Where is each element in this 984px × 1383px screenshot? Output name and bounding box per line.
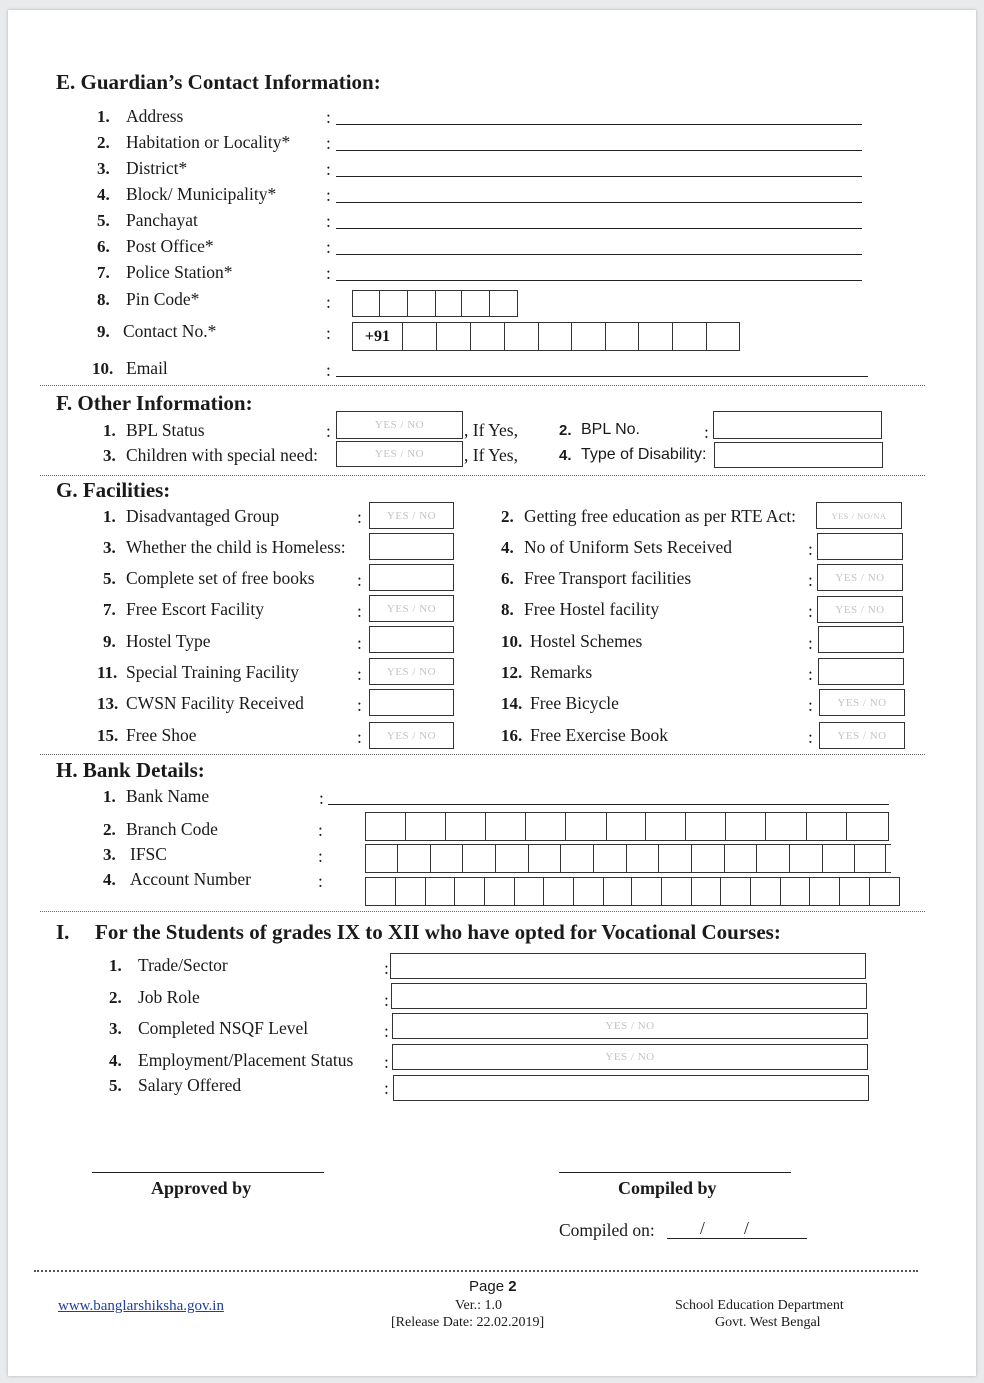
item-number: 8. <box>501 600 514 619</box>
section-i-letter: I. <box>56 920 70 944</box>
item-number: 15. <box>97 726 119 745</box>
rte-education-label: Getting free education as per RTE Act: <box>524 506 797 526</box>
date-separator: / <box>744 1218 749 1238</box>
item-number: 3. <box>109 1019 122 1038</box>
free-books-label: Complete set of free books <box>126 568 315 588</box>
section-e-heading: E. Guardian’s Contact Information: <box>56 70 381 94</box>
divider <box>40 754 925 755</box>
item-number: 2. <box>103 820 116 839</box>
colon: : <box>326 421 331 441</box>
job-role-box[interactable] <box>391 983 867 1009</box>
ifsc-label: IFSC <box>130 844 167 864</box>
item-number: 5. <box>103 569 116 588</box>
special-training-box[interactable]: YES / NO <box>369 658 454 685</box>
page-label: Page <box>469 1278 505 1295</box>
item-number: 3. <box>103 446 116 465</box>
homeless-box[interactable] <box>369 533 454 560</box>
section-i-heading: For the Students of grades IX to XII who have opted for Vocational Courses: <box>95 920 781 944</box>
colon: : <box>384 958 389 978</box>
bpl-status-label: BPL Status <box>126 420 205 440</box>
colon: : <box>326 211 331 231</box>
item-number: 3. <box>103 845 116 864</box>
government-name: Govt. West Bengal <box>715 1315 821 1330</box>
district-label: District* <box>126 158 188 178</box>
nsqf-level-box[interactable]: YES / NO <box>392 1013 868 1039</box>
uniform-sets-label: No of Uniform Sets Received <box>524 537 733 557</box>
colon: : <box>326 292 331 312</box>
section-f-heading: F. Other Information: <box>56 391 253 415</box>
police-station-field[interactable] <box>336 280 862 281</box>
item-number: 2. <box>501 507 514 526</box>
colon: : <box>808 664 813 684</box>
colon: : <box>384 1021 389 1041</box>
free-exercise-book-box[interactable]: YES / NO <box>819 722 905 749</box>
trade-sector-label: Trade/Sector <box>138 955 228 975</box>
item-number: 7. <box>103 600 116 619</box>
free-bicycle-label: Free Bicycle <box>530 693 619 713</box>
free-exercise-book-label: Free Exercise Book <box>530 725 669 745</box>
colon: : <box>808 601 813 621</box>
item-number: 13. <box>97 694 119 713</box>
free-books-box[interactable] <box>369 564 454 591</box>
colon: : <box>326 185 331 205</box>
colon: : <box>704 422 709 442</box>
free-hostel-label: Free Hostel facility <box>524 599 660 619</box>
divider <box>40 475 925 476</box>
contact-label: Contact No.* <box>123 321 217 341</box>
item-number: 6. <box>97 237 110 256</box>
police-station-label: Police Station* <box>126 262 233 282</box>
disadvantaged-group-label: Disadvantaged Group <box>126 506 280 526</box>
item-number: 1. <box>103 507 116 526</box>
colon: : <box>357 664 362 684</box>
colon: : <box>326 360 331 380</box>
colon: : <box>319 788 324 808</box>
page-number: 2 <box>508 1278 517 1295</box>
colon: : <box>357 507 362 527</box>
colon: : <box>318 846 323 866</box>
item-number: 4. <box>109 1051 122 1070</box>
phone-prefix: +91 <box>353 323 403 350</box>
item-number: 9. <box>103 632 116 651</box>
version-text: Ver.: 1.0 <box>455 1298 503 1313</box>
special-need-box[interactable]: YES / NO <box>336 441 463 467</box>
colon: : <box>357 633 362 653</box>
item-number: 4. <box>559 447 572 464</box>
free-escort-box[interactable]: YES / NO <box>369 595 454 622</box>
compiled-on-label: Compiled on: <box>559 1220 655 1240</box>
colon: : <box>357 570 362 590</box>
item-number: 1. <box>103 787 116 806</box>
compiled-on-date-field[interactable] <box>667 1238 807 1239</box>
colon: : <box>326 107 331 127</box>
remarks-box[interactable] <box>818 658 904 685</box>
colon: : <box>808 570 813 590</box>
item-number: 6. <box>501 569 514 588</box>
item-number: 2. <box>559 422 572 439</box>
compiled-by-label: Compiled by <box>618 1178 717 1198</box>
page-indicator <box>469 1278 517 1295</box>
colon: : <box>357 601 362 621</box>
item-number: 1. <box>109 956 122 975</box>
nsqf-level-label: Completed NSQF Level <box>138 1018 309 1038</box>
address-label: Address <box>126 106 184 126</box>
item-number: 4. <box>501 538 514 557</box>
item-number: 1. <box>97 107 110 126</box>
colon: : <box>357 727 362 747</box>
section-g-heading: G. Facilities: <box>56 478 171 502</box>
colon: : <box>808 539 813 559</box>
remarks-label: Remarks <box>530 662 593 682</box>
rte-education-box[interactable]: YES / NO/NA <box>816 502 902 529</box>
post-office-field[interactable] <box>336 254 862 255</box>
compiler-signature-line[interactable] <box>559 1172 791 1173</box>
salary-offered-box[interactable] <box>393 1075 869 1101</box>
colon: : <box>808 633 813 653</box>
hostel-schemes-label: Hostel Schemes <box>530 631 643 651</box>
divider <box>40 385 925 386</box>
item-number: 10. <box>501 632 523 651</box>
free-hostel-box[interactable]: YES / NO <box>817 596 903 623</box>
approval-signature-line[interactable] <box>92 1172 324 1173</box>
block-label: Block/ Municipality* <box>126 184 277 204</box>
item-number: 16. <box>501 726 523 745</box>
item-number: 4. <box>103 870 116 889</box>
department-name: School Education Department <box>675 1298 844 1313</box>
bpl-no-label: BPL No. <box>581 421 640 438</box>
disadvantaged-group-box[interactable]: YES / NO <box>369 502 454 529</box>
free-bicycle-box[interactable]: YES / NO <box>819 689 905 716</box>
post-office-label: Post Office* <box>126 236 214 256</box>
form-page <box>8 10 976 1376</box>
section-h-heading: H. Bank Details: <box>56 758 205 782</box>
colon: : <box>808 727 813 747</box>
colon: : <box>318 820 323 840</box>
release-date-text: [Release Date: 22.02.2019] <box>391 1315 545 1330</box>
block-field[interactable] <box>336 202 862 203</box>
colon: : <box>384 1078 389 1098</box>
free-escort-label: Free Escort Facility <box>126 599 265 619</box>
divider <box>40 911 925 912</box>
habitation-label: Habitation or Locality* <box>126 132 291 152</box>
hostel-type-box[interactable] <box>369 626 454 653</box>
hostel-type-label: Hostel Type <box>126 631 211 651</box>
item-number: 7. <box>97 263 110 282</box>
item-number: 3. <box>103 538 116 557</box>
trade-sector-box[interactable] <box>390 953 866 979</box>
cwsn-facility-box[interactable] <box>369 689 454 716</box>
free-transport-label: Free Transport facilities <box>524 568 692 588</box>
website-link[interactable]: www.banglarshiksha.gov.in <box>58 1298 224 1314</box>
panchayat-field[interactable] <box>336 228 862 229</box>
bpl-status-box[interactable]: YES / NO <box>336 411 463 439</box>
item-number: 1. <box>103 421 116 440</box>
item-number: 12. <box>501 663 523 682</box>
item-number: 14. <box>501 694 523 713</box>
footer-divider <box>34 1270 918 1272</box>
salary-offered-label: Salary Offered <box>138 1075 242 1095</box>
colon: : <box>808 695 813 715</box>
item-number: 11. <box>97 663 118 682</box>
item-number: 8. <box>97 290 110 309</box>
colon: : <box>326 159 331 179</box>
colon: : <box>318 871 323 891</box>
special-training-label: Special Training Facility <box>126 662 300 682</box>
account-number-label: Account Number <box>130 869 252 889</box>
colon: : <box>384 990 389 1010</box>
address-field[interactable] <box>336 124 862 125</box>
approved-by-label: Approved by <box>151 1178 252 1198</box>
colon: : <box>326 237 331 257</box>
uniform-sets-box[interactable] <box>817 533 903 560</box>
if-yes-text: , If Yes, <box>464 445 518 465</box>
bank-name-field[interactable] <box>328 804 889 805</box>
panchayat-label: Panchayat <box>126 210 198 230</box>
item-number: 9. <box>97 322 110 341</box>
disability-type-label: Type of Disability: <box>581 446 707 463</box>
special-need-label: Children with special need: <box>126 445 318 465</box>
item-number: 5. <box>109 1076 122 1095</box>
colon: : <box>326 263 331 283</box>
colon: : <box>326 323 331 343</box>
free-shoe-label: Free Shoe <box>126 725 197 745</box>
pin-code-label: Pin Code* <box>126 289 200 309</box>
branch-code-boxes[interactable] <box>365 812 889 841</box>
item-number: 10. <box>92 359 114 378</box>
item-number: 2. <box>109 988 122 1007</box>
contact-number-boxes[interactable] <box>352 322 740 351</box>
item-number: 2. <box>97 133 110 152</box>
district-field[interactable] <box>336 176 862 177</box>
branch-code-label: Branch Code <box>126 819 218 839</box>
hostel-schemes-box[interactable] <box>818 626 904 653</box>
colon: : <box>357 695 362 715</box>
cwsn-facility-label: CWSN Facility Received <box>126 693 304 713</box>
free-transport-box[interactable]: YES / NO <box>817 564 903 591</box>
colon: : <box>326 133 331 153</box>
account-number-boxes[interactable] <box>365 877 900 906</box>
ifsc-boxes[interactable] <box>365 844 891 873</box>
email-label: Email <box>126 358 168 378</box>
date-separator: / <box>700 1218 705 1238</box>
item-number: 5. <box>97 211 110 230</box>
pin-code-boxes[interactable] <box>352 290 518 317</box>
job-role-label: Job Role <box>138 987 200 1007</box>
if-yes-text: , If Yes, <box>464 420 518 440</box>
email-field[interactable] <box>336 376 868 377</box>
item-number: 3. <box>97 159 110 178</box>
homeless-label: Whether the child is Homeless: <box>126 537 346 557</box>
employment-status-box[interactable]: YES / NO <box>392 1044 868 1070</box>
free-shoe-box[interactable]: YES / NO <box>369 722 454 749</box>
habitation-field[interactable] <box>336 150 862 151</box>
item-number: 4. <box>97 185 110 204</box>
disability-type-box[interactable] <box>714 442 883 468</box>
employment-status-label: Employment/Placement Status <box>138 1050 354 1070</box>
bank-name-label: Bank Name <box>126 786 210 806</box>
bpl-no-box[interactable] <box>713 411 882 439</box>
colon: : <box>384 1052 389 1072</box>
